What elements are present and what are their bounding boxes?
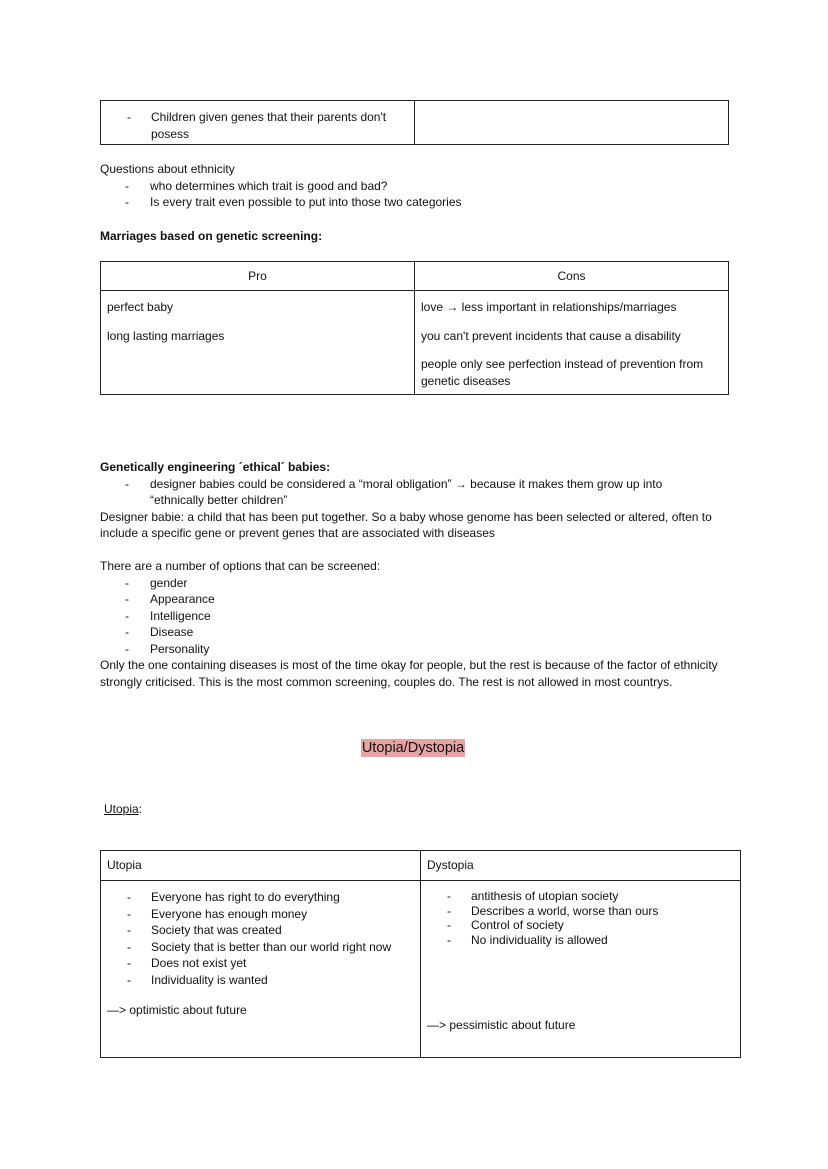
marriages-heading: Marriages based on genetic screening: [100,229,323,243]
section-title: Utopia/Dystopia [361,740,465,756]
utopia-label-line [104,801,142,818]
list-item: - antithesis of utopian society [421,889,740,904]
screening-options-list [100,575,726,658]
list-item: - Society that is better than our world right now [101,939,396,956]
list-item: - Disease [100,624,726,641]
cons-cell [415,291,729,395]
ethical-babies-section [100,459,726,542]
utopia-list [101,881,420,988]
utopia-header: Utopia [101,851,421,881]
dystopia-summary: —> pessimistic about future [427,1018,576,1032]
cons-item: you can't prevent incidents that cause a disability [421,328,681,343]
ethnicity-section [100,161,726,211]
screening-intro: There are a number of options that can be screened: [100,559,381,573]
list-item: - Intelligence [100,608,726,625]
screening-conclusion: Only the one containing diseases is most of the time okay for people, but the rest is because of the factor of ethnicity strongly criticised. This is the most common screening, couples do. The rest is not allowed in most countrys. [100,658,718,689]
utopia-cell [101,881,421,1058]
designer-baby-definition: Designer babie: a child that has been put together. So a baby whose genome has been selected or altered, often to include a specific gene or prevent genes that are associated with diseases [100,509,712,540]
list-item: - gender [100,575,726,592]
cons-item: love → less important in relationships/marriages [421,300,677,314]
top-table-left-cell [101,101,415,145]
pro-item: long lasting marriages [107,328,225,343]
list-item: - Society that was created [101,922,396,939]
list-item: - who determines which trait is good and bad? [100,178,726,195]
dystopia-cell [421,881,741,1058]
dystopia-list [421,881,740,947]
list-item: - Everyone has enough money [101,906,396,923]
section-title-wrap [100,740,726,757]
screening-section [100,558,726,690]
list-item: - Everyone has right to do everything [101,889,396,906]
pro-item: perfect baby [107,300,174,314]
cons-header: Cons [415,262,729,291]
top-table [100,100,729,145]
pro-cons-table [100,261,729,395]
utopia-label: Utopia [104,802,139,816]
top-table-right-cell [415,101,729,145]
utopia-label-suffix: : [138,802,143,816]
top-table-list [101,101,414,142]
ethnicity-list [100,178,726,211]
list-item: - Describes a world, worse than ours [421,904,740,919]
ethical-babies-list [100,476,726,509]
list-item: - No individuality is allowed [421,933,740,948]
ethnicity-heading: Questions about ethnicity [100,162,235,176]
list-item: - Is every trait even possible to put into those two categories [100,194,726,211]
dystopia-header: Dystopia [421,851,741,881]
ethical-babies-heading: Genetically engineering ´ethical´ babies: [100,460,331,474]
list-item: - Does not exist yet [101,955,396,972]
list-item: - designer babies could be considered a “moral obligation” → because it makes them grow up into “ethnically better children” [100,476,696,509]
utopia-summary: —> optimistic about future [107,1003,247,1017]
utopia-dystopia-table [100,850,741,1058]
cons-item: people only see perfection instead of prevention from genetic diseases [421,357,704,388]
pro-header: Pro [101,262,415,291]
pro-cell [101,291,415,395]
list-item: - Control of society [421,918,740,933]
list-item: - Children given genes that their parents don't posess [101,109,406,142]
list-item: - Appearance [100,591,726,608]
list-item: - Personality [100,641,726,658]
list-item: - Individuality is wanted [101,972,396,989]
